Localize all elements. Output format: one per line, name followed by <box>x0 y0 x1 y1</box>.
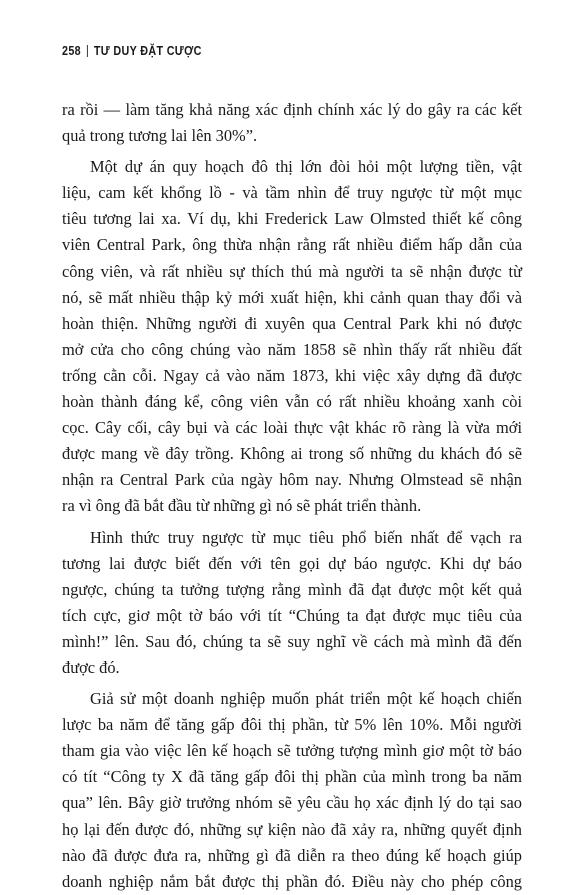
text-line: ngược, chúng ta tưởng tượng rằng mình đã đạt được một kết quả <box>62 579 522 599</box>
text-line: nào đã được đưa ra, những gì đã diễn ra theo đúng kế hoạch giúp <box>62 845 522 865</box>
text-line: họ lại đến được đó, những sự kiện nào đã xảy ra, những quyết định <box>62 819 522 839</box>
text-line: hoàn thành đáng kể, công viên vẫn có rất nhiều khoảng xanh còi <box>62 392 522 412</box>
text-line: quả trong tương lai lên 30%”. <box>62 126 258 146</box>
paragraph <box>62 686 522 895</box>
text-line: qua” lên. Bây giờ trưởng nhóm sẽ yêu cầu họ xác định lý do tại sao <box>62 793 522 813</box>
text-line: nhận ra Central Park của ngày hôm nay. Nhưng Olmstead sẽ nhận <box>62 470 522 490</box>
text-line: cọc. Cây cối, cây bụi và các loài thực vật khác rõ ràng là vừa mới <box>62 418 522 438</box>
text-line: tích cực, giơ một tờ báo với tít “Chúng ta đạt được mục tiêu của <box>62 605 522 625</box>
text-line: trống cằn cỗi. Ngay cả vào năm 1873, khi việc xây dựng đã được <box>62 365 522 385</box>
text-line: tham gia vào việc lên kế hoạch sẽ tưởng tượng mình giơ một tờ báo <box>62 741 522 761</box>
paragraph <box>62 154 522 519</box>
body-text <box>62 97 522 895</box>
text-line: Giả sử một doanh nghiệp muốn phát triển một kế hoạch chiến <box>90 689 522 709</box>
book-title: TƯ DUY ĐẶT CƯỢC <box>93 44 202 58</box>
text-line: ra vì ông đã bắt đầu từ những gì nó sẽ phát triển thành. <box>62 496 422 516</box>
paragraph <box>62 97 522 149</box>
text-line: liệu, cam kết khổng lồ - và tầm nhìn để truy ngược từ một mục <box>62 183 522 203</box>
text-line: Hình thức truy ngược từ mục tiêu phổ biến nhất để vạch ra <box>90 527 522 547</box>
text-line: mình!” lên. Sau đó, chúng ta sẽ suy nghĩ về cách mà mình đã đến <box>62 631 522 651</box>
paragraph <box>62 525 522 682</box>
text-line: công viên, và rất nhiều sự thích thú mà người ta sẽ nhận được từ <box>62 261 522 281</box>
text-line: doanh nghiệp nắm bắt được thị phần đó. Điều này cho phép công <box>62 871 522 891</box>
text-line: ra rồi — làm tăng khả năng xác định chính xác lý do gây ra các kết <box>62 100 522 119</box>
running-head <box>62 44 202 58</box>
text-line: viên Central Park, ông thừa nhận rằng rất nhiều điểm hấp dẫn của <box>62 235 522 255</box>
text-line: mở cửa cho công chúng vào năm 1858 sẽ nhìn thấy rất nhiều đất <box>62 339 522 359</box>
text-line: được mang về đây trồng. Không ai trong số những du khách đó sẽ <box>62 444 522 464</box>
text-line: lược ba năm để tăng gấp đôi thị phần, từ 5% lên 10%. Mỗi người <box>62 715 522 735</box>
header-divider <box>87 45 88 57</box>
text-line: Một dự án quy hoạch đô thị lớn đòi hỏi một lượng tiền, vật <box>90 157 522 177</box>
text-line: tương lai được biết đến với tên gọi dự báo ngược. Khi dự báo <box>62 553 522 573</box>
text-line: nó, sẽ mất nhiều thập kỷ mới xuất hiện, khi cảnh quan thay đổi và <box>62 287 522 307</box>
page-number: 258 <box>62 44 81 58</box>
text-line: có tít “Công ty X đã tăng gấp đôi thị phần của mình trong ba năm <box>62 767 522 787</box>
text-line: tiêu tương lai xa. Ví dụ, khi Frederick Law Olmsted thiết kế công <box>62 209 522 229</box>
text-line: được đó. <box>62 657 120 677</box>
text-line: hoàn thiện. Những người đi xuyên qua Central Park khi nó được <box>62 313 522 333</box>
